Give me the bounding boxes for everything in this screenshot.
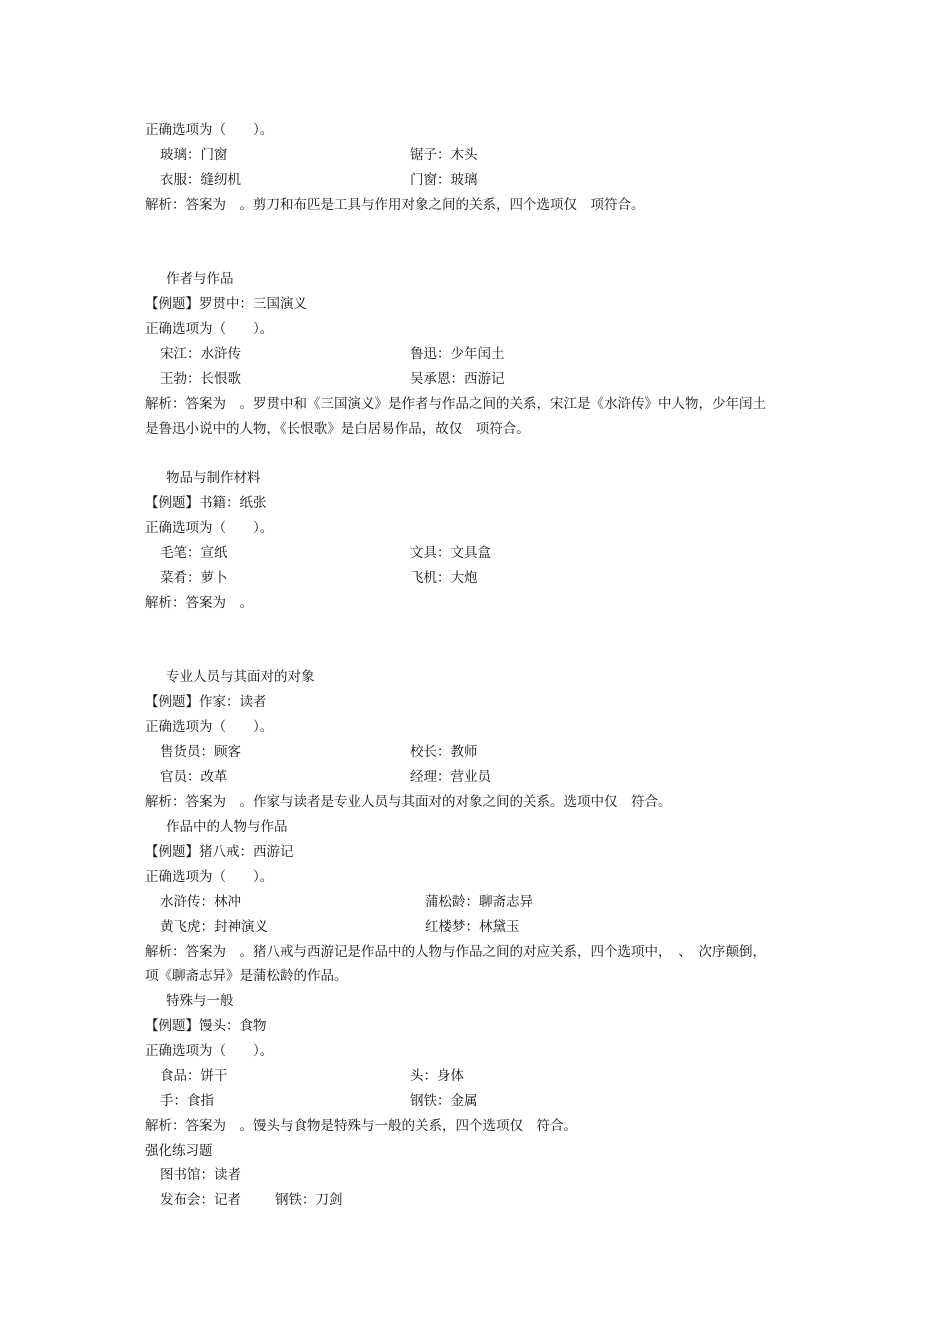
analysis-text: 解析：答案为 。馒头与食物是特殊与一般的关系，四个选项仅 符合。 — [145, 1118, 577, 1134]
answer-prompt: 正确选项为（ ）。 — [145, 869, 274, 885]
analysis-text: 解析：答案为 。猪八戒与西游记是作品中的人物与作品之间的对应关系，四个选项中， 、 次序颠倒， — [145, 944, 766, 960]
answer-prompt: 正确选项为（ ）。 — [145, 321, 274, 337]
option-c: 黄飞虎：封神演义 — [160, 919, 268, 935]
option-d: 红楼梦：林黛玉 — [425, 919, 520, 935]
section-heading: 特殊与一般 — [166, 993, 234, 1009]
option-d: 飞机：大炮 — [410, 570, 478, 586]
section-heading: 物品与制作材料 — [166, 470, 261, 486]
example-question: 【例题】书籍：纸张 — [145, 495, 267, 511]
option-d: 吴承恩：西游记 — [410, 371, 505, 387]
practice-title: 强化练习题 — [145, 1143, 213, 1159]
answer-prompt: 正确选项为（ ）。 — [145, 520, 274, 536]
analysis-text-continued: 项《聊斋志异》是蒲松龄的作品。 — [145, 968, 348, 984]
section-heading: 作品中的人物与作品 — [166, 819, 288, 835]
section-heading: 专业人员与其面对的对象 — [166, 669, 315, 685]
answer-prompt: 正确选项为（ ）。 — [145, 719, 274, 735]
option-d: 经理：营业员 — [410, 769, 491, 785]
analysis-text: 解析：答案为 。剪刀和布匹是工具与作用对象之间的关系，四个选项仅 项符合。 — [145, 197, 645, 213]
option-a: 水浒传：林冲 — [160, 894, 241, 910]
option-b: 校长：教师 — [410, 744, 478, 760]
answer-prompt: 正确选项为（ ）。 — [145, 122, 274, 138]
practice-option-right: 钢铁：刀剑 — [275, 1192, 343, 1208]
option-c: 手：食指 — [160, 1093, 214, 1109]
option-b: 文具：文具盒 — [410, 545, 491, 561]
example-question: 【例题】猪八戒：西游记 — [145, 844, 294, 860]
example-question: 【例题】罗贯中：三国演义 — [145, 296, 307, 312]
option-a: 食品：饼干 — [160, 1068, 228, 1084]
option-a: 玻璃：门窗 — [160, 147, 228, 163]
option-b: 鲁迅：少年闰土 — [410, 346, 505, 362]
analysis-text: 解析：答案为 。罗贯中和《三国演义》是作者与作品之间的关系，宋江是《水浒传》中人物，少年闰土 — [145, 396, 766, 412]
section-heading: 作者与作品 — [166, 271, 234, 287]
option-d: 钢铁：金属 — [410, 1093, 478, 1109]
option-c: 官员：改革 — [160, 769, 228, 785]
option-a: 宋江：水浒传 — [160, 346, 241, 362]
analysis-text-continued: 是鲁迅小说中的人物，《长恨歌》是白居易作品，故仅 项符合。 — [145, 421, 530, 437]
example-question: 【例题】馒头：食物 — [145, 1018, 267, 1034]
example-question: 【例题】作家：读者 — [145, 694, 267, 710]
option-b: 蒲松龄：聊斋志异 — [425, 894, 533, 910]
option-c: 王勃：长恨歌 — [160, 371, 241, 387]
option-a: 毛笔：宣纸 — [160, 545, 228, 561]
option-c: 衣服：缝纫机 — [160, 172, 241, 188]
practice-option-left: 发布会：记者 — [160, 1192, 241, 1208]
option-d: 门窗：玻璃 — [410, 172, 478, 188]
option-b: 头：身体 — [410, 1068, 464, 1084]
practice-question: 图书馆：读者 — [160, 1167, 241, 1183]
analysis-text: 解析：答案为 。作家与读者是专业人员与其面对的对象之间的关系。选项中仅 符合。 — [145, 794, 672, 810]
option-b: 锯子：木头 — [410, 147, 478, 163]
option-a: 售货员：顾客 — [160, 744, 241, 760]
option-c: 菜肴：萝卜 — [160, 570, 228, 586]
analysis-text: 解析：答案为 。 — [145, 595, 253, 611]
answer-prompt: 正确选项为（ ）。 — [145, 1043, 274, 1059]
